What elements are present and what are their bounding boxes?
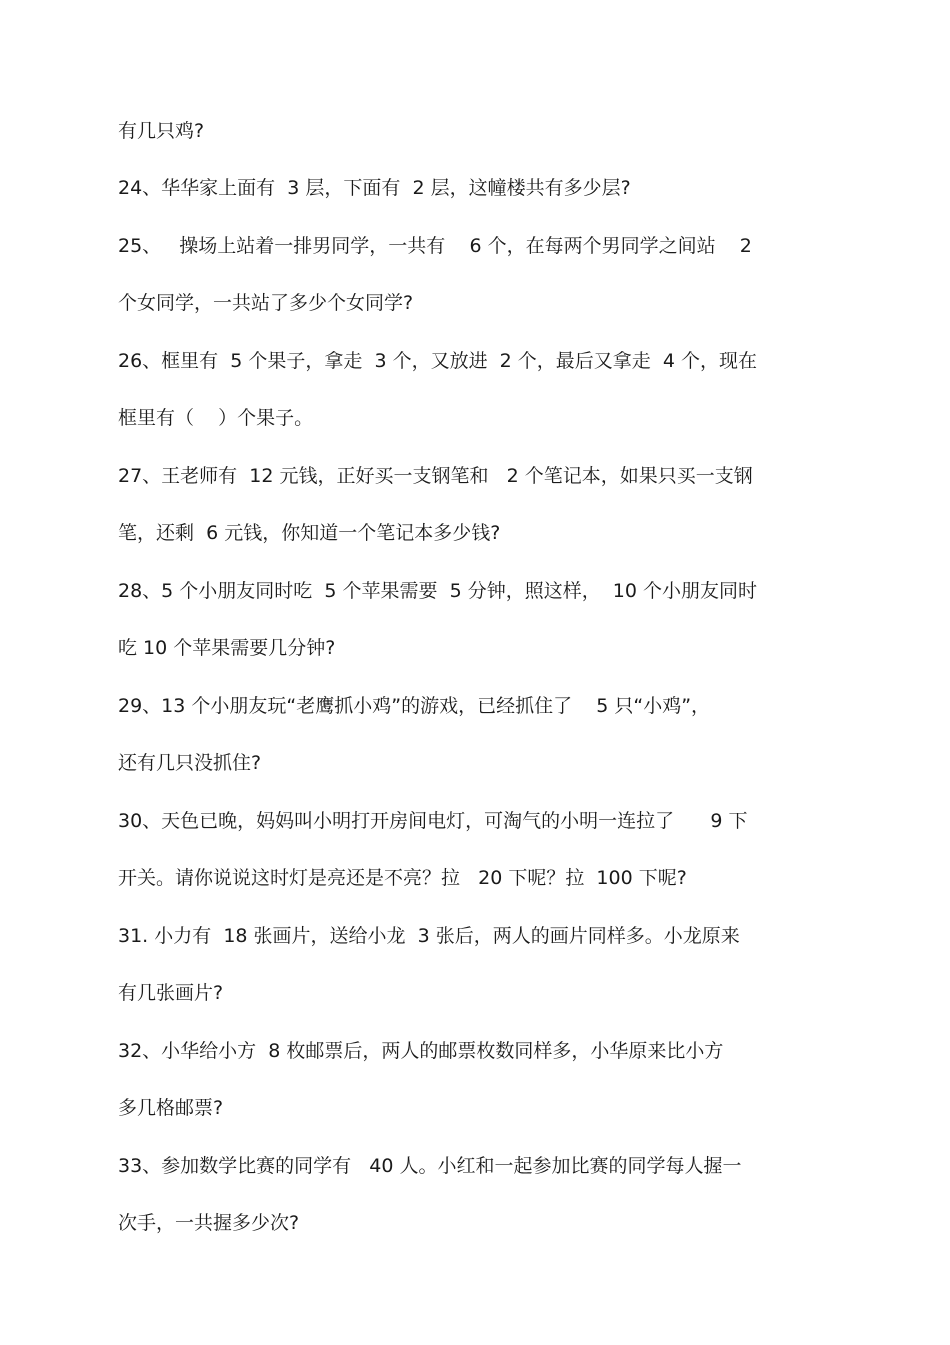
text-line: 次手，一共握多少次? — [118, 1212, 300, 1234]
text-line: 多几格邮票? — [118, 1097, 224, 1119]
text-line: 吃 10 个苹果需要几分钟? — [118, 637, 336, 659]
text-line: 开关。请你说说这时灯是亮还是不亮？拉 20 下呢？拉 100 下呢? — [118, 867, 687, 889]
text-line: 27、王老师有 12 元钱，正好买一支钢笔和 2 个笔记本，如果只买一支钢 — [118, 465, 753, 487]
text-line: 24、华华家上面有 3 层，下面有 2 层，这幢楼共有多少层? — [118, 177, 631, 199]
text-line: 33、参加数学比赛的同学有 40 人。小红和一起参加比赛的同学每人握一 — [118, 1155, 742, 1177]
text-line: 个女同学，一共站了多少个女同学? — [118, 292, 414, 314]
text-line: 26、框里有 5 个果子，拿走 3 个，又放进 2 个，最后又拿走 4 个，现在 — [118, 350, 758, 372]
text-line: 框里有（ ）个果子。 — [118, 407, 314, 429]
text-line: 笔，还剩 6 元钱，你知道一个笔记本多少钱? — [118, 522, 501, 544]
text-line: 32、小华给小方 8 枚邮票后，两人的邮票枚数同样多，小华原来比小方 — [118, 1040, 724, 1062]
text-line: 31. 小力有 18 张画片，送给小龙 3 张后，两人的画片同样多。小龙原来 — [118, 925, 740, 947]
text-line: 29、13 个小朋友玩“老鹰抓小鸡”的游戏，已经抓住了 5 只“小鸡”， — [118, 695, 711, 717]
text-line: 有几张画片? — [118, 982, 224, 1004]
text-line: 有几只鸡? — [118, 120, 205, 142]
text-line: 还有几只没抓住? — [118, 752, 262, 774]
text-line: 30、天色已晚，妈妈叫小明打开房间电灯，可淘气的小明一连拉了 9 下 — [118, 810, 748, 832]
text-line: 28、5 个小朋友同时吃 5 个苹果需要 5 分钟，照这样， 10 个小朋友同时 — [118, 580, 758, 602]
text-line: 25、 操场上站着一排男同学，一共有 6 个，在每两个男同学之间站 2 — [118, 235, 752, 257]
